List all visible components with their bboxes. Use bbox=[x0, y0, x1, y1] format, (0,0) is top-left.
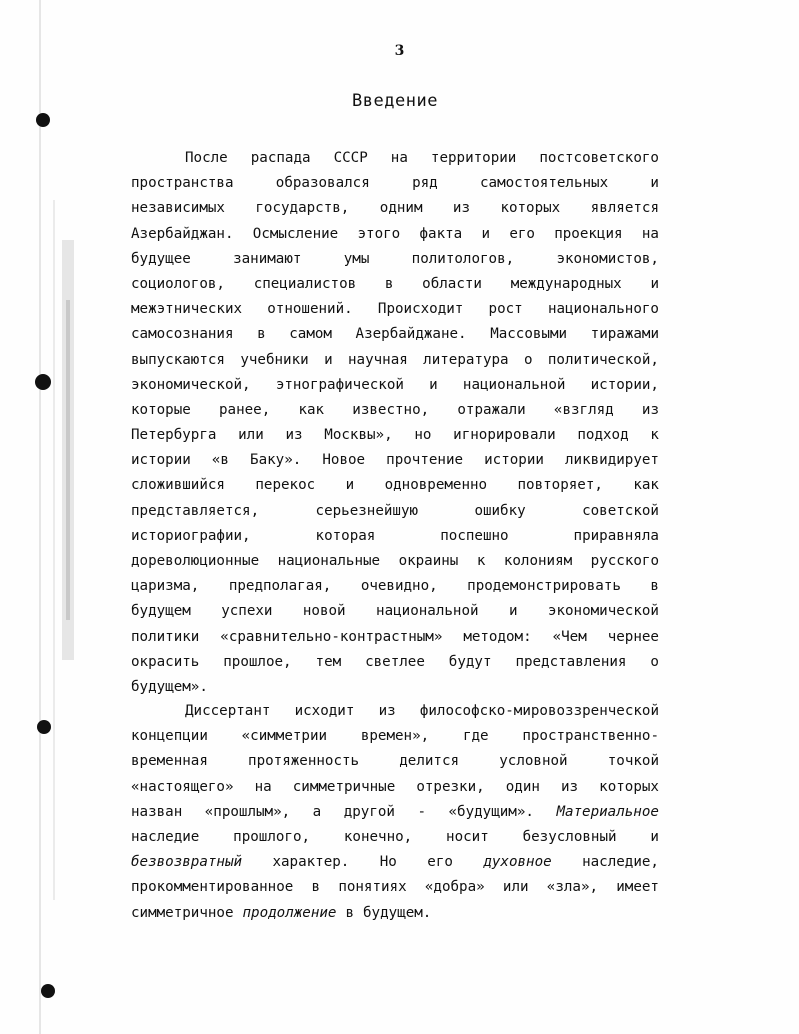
text-line bbox=[131, 574, 659, 599]
word: прокомментированное bbox=[131, 879, 294, 896]
word: имеет bbox=[616, 879, 659, 896]
word: самосознания bbox=[131, 326, 234, 343]
word: пространственно- bbox=[522, 728, 659, 745]
scan-artifacts bbox=[30, 0, 80, 1034]
word: Материальное bbox=[556, 803, 659, 820]
word: протяженность bbox=[248, 753, 360, 770]
word: как bbox=[633, 477, 659, 494]
word: социологов, bbox=[131, 275, 225, 292]
word: и bbox=[650, 828, 659, 845]
word: Новое bbox=[322, 452, 366, 469]
word: историографии, bbox=[131, 527, 251, 544]
word: политической, bbox=[547, 351, 659, 368]
word: делится bbox=[399, 753, 460, 770]
word: продемонстрировать bbox=[467, 578, 621, 595]
word: исходит bbox=[294, 703, 355, 719]
text-line bbox=[131, 171, 659, 196]
word: на bbox=[641, 225, 659, 242]
word: безусловный bbox=[522, 828, 617, 845]
word: точкой bbox=[607, 753, 659, 770]
word: проекция bbox=[554, 225, 623, 242]
word: экономической, bbox=[131, 376, 251, 393]
word: времен», bbox=[360, 728, 430, 745]
text-line bbox=[131, 473, 659, 498]
text-line bbox=[131, 825, 659, 850]
word: и bbox=[481, 225, 491, 242]
word: литература bbox=[423, 351, 509, 368]
word: национального bbox=[547, 301, 659, 318]
word: одновременно bbox=[384, 477, 488, 494]
word: условной bbox=[499, 753, 568, 770]
word: - bbox=[417, 803, 427, 820]
text-line bbox=[131, 322, 659, 347]
word: очевидно, bbox=[360, 578, 438, 595]
word: а bbox=[312, 803, 322, 820]
word: Азербайджан. bbox=[131, 225, 234, 242]
word: будущем». bbox=[131, 678, 208, 695]
word: из bbox=[561, 778, 579, 795]
word: представляется, bbox=[131, 502, 260, 519]
word: «сравнительно-контрастным» bbox=[220, 628, 443, 645]
word: Баку». bbox=[250, 452, 302, 469]
word: политики bbox=[131, 628, 200, 645]
word: постсоветского bbox=[539, 150, 659, 166]
word: межэтнических bbox=[131, 301, 243, 318]
text-line bbox=[131, 901, 659, 926]
word: «в bbox=[211, 452, 229, 469]
text-line bbox=[131, 625, 659, 650]
word: наследие, bbox=[582, 854, 659, 871]
word: Диссертант bbox=[185, 703, 271, 719]
word: один bbox=[505, 778, 540, 795]
text-line bbox=[131, 196, 659, 221]
word: окрасить bbox=[131, 653, 200, 670]
word: о bbox=[523, 351, 533, 368]
word: будут bbox=[448, 653, 492, 670]
word: «будущим». bbox=[448, 803, 534, 820]
word: другой bbox=[343, 803, 395, 820]
word: прочтение bbox=[386, 452, 464, 469]
word: понятиях bbox=[338, 879, 407, 896]
text-line bbox=[131, 448, 659, 473]
word: национальные bbox=[277, 553, 381, 569]
word: новой bbox=[302, 603, 346, 620]
word: независимых bbox=[131, 200, 225, 217]
word: симметричные bbox=[292, 778, 396, 795]
word: концепции bbox=[131, 728, 208, 745]
word: Азербайджане. bbox=[355, 326, 467, 343]
word: окраины bbox=[398, 553, 459, 569]
word: чернее bbox=[607, 628, 659, 645]
word: этого bbox=[357, 225, 401, 242]
word: из bbox=[641, 401, 659, 418]
word: национальной bbox=[376, 603, 479, 620]
word: «зла», bbox=[546, 879, 599, 896]
text-line bbox=[131, 749, 659, 774]
word: «прошлым», bbox=[204, 803, 291, 820]
text-line bbox=[131, 775, 659, 800]
word: известно, bbox=[352, 401, 430, 418]
text-line bbox=[131, 247, 659, 272]
word: «добра» bbox=[424, 879, 485, 896]
word: подход bbox=[577, 427, 629, 444]
word: Петербурга bbox=[131, 427, 217, 444]
word: отражали bbox=[457, 401, 526, 418]
word: к bbox=[476, 553, 486, 569]
word: ранее, bbox=[219, 401, 271, 418]
word: повторяет, bbox=[517, 477, 603, 494]
word: в bbox=[257, 326, 266, 343]
word: колониям bbox=[503, 553, 573, 569]
word: отношений. bbox=[267, 301, 353, 318]
word: и bbox=[345, 477, 355, 494]
text-line bbox=[131, 398, 659, 423]
word: из bbox=[285, 427, 303, 444]
word: или bbox=[502, 879, 529, 896]
word: «Чем bbox=[552, 628, 587, 645]
word: государств, bbox=[255, 200, 350, 217]
word: симметричное bbox=[131, 904, 234, 921]
word: его bbox=[509, 225, 535, 242]
word: наследие bbox=[131, 828, 200, 845]
word: умы bbox=[343, 250, 370, 267]
word: является bbox=[590, 200, 659, 217]
word: прошлое, bbox=[223, 653, 292, 670]
word: Москвы», bbox=[324, 427, 393, 444]
word: продолжение bbox=[242, 904, 337, 921]
word: конечно, bbox=[343, 828, 413, 845]
word: назван bbox=[131, 803, 183, 820]
word: где bbox=[462, 728, 489, 745]
word: или bbox=[238, 427, 264, 444]
page-title: Введение bbox=[352, 91, 438, 111]
word: философско-мировоззренческой bbox=[419, 703, 659, 719]
word: пространства bbox=[131, 175, 234, 192]
text-line bbox=[131, 875, 659, 900]
text-line bbox=[131, 724, 659, 749]
word: будущее bbox=[131, 250, 191, 267]
word: в bbox=[384, 275, 394, 292]
text-line bbox=[131, 222, 659, 247]
text-line bbox=[131, 699, 659, 724]
text-line bbox=[131, 524, 659, 549]
word: и bbox=[650, 175, 659, 192]
word: приравняла bbox=[573, 527, 659, 544]
word: международных bbox=[510, 275, 622, 292]
word: будущем bbox=[131, 603, 191, 620]
word: на bbox=[390, 150, 408, 166]
word: самом bbox=[289, 326, 332, 343]
page-number: 3 bbox=[394, 43, 405, 59]
word: отрезки, bbox=[416, 778, 485, 795]
word: Осмысление bbox=[252, 225, 339, 242]
word: методом: bbox=[463, 628, 532, 645]
text-line bbox=[131, 423, 659, 448]
word: тиражами bbox=[590, 326, 659, 343]
text-line bbox=[131, 146, 659, 171]
word: национальной bbox=[462, 376, 566, 393]
word: научная bbox=[347, 351, 408, 368]
word: игнорировали bbox=[453, 427, 556, 444]
word: в bbox=[311, 879, 321, 896]
word: специалистов bbox=[253, 275, 357, 292]
word: самостоятельных bbox=[479, 175, 609, 192]
word: области bbox=[422, 275, 482, 292]
text-line bbox=[131, 675, 659, 700]
word: но bbox=[414, 427, 432, 444]
word: После bbox=[185, 150, 228, 166]
word: тем bbox=[315, 653, 342, 670]
word: в bbox=[650, 578, 659, 595]
paragraph-2 bbox=[131, 699, 659, 926]
word: выпускаются bbox=[131, 351, 225, 368]
word: его bbox=[427, 854, 453, 871]
word: Но bbox=[379, 854, 397, 871]
word: успехи bbox=[221, 603, 273, 620]
text-line bbox=[131, 499, 659, 524]
word: дореволюционные bbox=[131, 553, 260, 569]
word: истории, bbox=[590, 376, 659, 393]
word: царизма, bbox=[131, 578, 200, 595]
word: Происходит bbox=[377, 301, 464, 318]
word: «настоящего» bbox=[131, 778, 234, 795]
text-line bbox=[131, 800, 659, 825]
word: и bbox=[508, 603, 518, 620]
word: экономической bbox=[547, 603, 659, 620]
word: которых bbox=[500, 200, 561, 217]
word: этнографической bbox=[275, 376, 404, 393]
word: духовное bbox=[483, 854, 552, 871]
word: «симметрии bbox=[241, 728, 328, 745]
word: к bbox=[650, 427, 659, 444]
word: и bbox=[650, 275, 659, 292]
word: будущем. bbox=[363, 904, 432, 921]
word: перекос bbox=[255, 477, 316, 494]
word: представления bbox=[515, 653, 627, 670]
word: образовался bbox=[275, 175, 370, 192]
text-line bbox=[131, 850, 659, 875]
word: политологов, bbox=[411, 250, 515, 267]
word: русского bbox=[590, 553, 659, 569]
word: ряд bbox=[412, 175, 438, 192]
word: «взгляд bbox=[553, 401, 614, 418]
word: серьезнейшую bbox=[315, 502, 419, 519]
word: которые bbox=[131, 401, 191, 418]
word: из bbox=[452, 200, 471, 217]
word: светлее bbox=[365, 653, 425, 670]
word: носит bbox=[446, 828, 489, 845]
text-line bbox=[131, 348, 659, 373]
word: которая bbox=[315, 527, 376, 544]
word: и bbox=[429, 376, 438, 393]
text-line bbox=[131, 272, 659, 297]
word: ликвидирует bbox=[565, 452, 659, 469]
word: сложившийся bbox=[131, 477, 225, 494]
paragraph-1 bbox=[131, 146, 659, 700]
word: из bbox=[378, 703, 396, 719]
word: экономистов, bbox=[556, 250, 659, 267]
word: ошибку bbox=[474, 502, 526, 519]
word: в bbox=[345, 904, 355, 921]
word: СССР bbox=[333, 150, 368, 166]
word: как bbox=[298, 401, 325, 418]
word: характер. bbox=[272, 854, 350, 871]
word: советской bbox=[582, 502, 659, 519]
word: истории bbox=[131, 452, 191, 469]
text-line bbox=[131, 650, 659, 675]
word: предполагая, bbox=[228, 578, 332, 595]
text-line bbox=[131, 599, 659, 624]
word: на bbox=[254, 778, 272, 795]
word: занимают bbox=[233, 250, 302, 267]
word: учебники bbox=[240, 351, 309, 368]
word: истории bbox=[484, 452, 544, 469]
text-line bbox=[131, 549, 659, 574]
word: Массовыми bbox=[490, 326, 568, 343]
word: о bbox=[650, 653, 659, 670]
word: территории bbox=[430, 150, 517, 166]
word: временная bbox=[131, 753, 208, 770]
text-line bbox=[131, 373, 659, 398]
word: одним bbox=[379, 200, 423, 217]
text-line bbox=[131, 297, 659, 322]
word: прошлого, bbox=[233, 828, 311, 845]
word: и bbox=[324, 351, 333, 368]
word: которых bbox=[599, 778, 659, 795]
word: безвозвратный bbox=[131, 854, 243, 871]
word: поспешно bbox=[440, 527, 509, 544]
word: факта bbox=[419, 225, 463, 242]
word: рост bbox=[488, 301, 523, 318]
word: распада bbox=[250, 150, 311, 166]
